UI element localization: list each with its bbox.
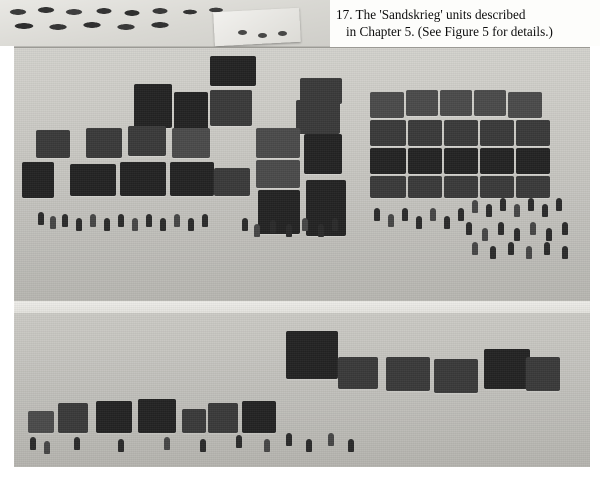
model-vehicle [480, 120, 514, 146]
model-figure [482, 228, 488, 241]
model-figure [242, 218, 248, 231]
model-figure [544, 242, 550, 255]
model-figure [530, 222, 536, 235]
model-vehicle [406, 90, 438, 116]
model-vehicle [296, 100, 340, 134]
model-figure [458, 208, 464, 221]
model-figure [76, 218, 82, 231]
model-vehicle [58, 403, 88, 433]
model-vehicle [120, 162, 166, 196]
model-vehicle [174, 92, 208, 132]
model-figure [306, 439, 312, 452]
model-figure [50, 216, 56, 229]
caption-line-2: in Chapter 5. (See Figure 5 for details.) [346, 24, 553, 39]
lower-array [14, 313, 590, 467]
model-vehicle [138, 399, 176, 433]
model-vehicle [208, 403, 238, 433]
model-vehicle [182, 409, 206, 433]
model-figure [542, 204, 548, 217]
model-figure [444, 216, 450, 229]
model-figure [90, 214, 96, 227]
model-figure [118, 439, 124, 452]
model-vehicle [256, 128, 300, 158]
model-figure [174, 214, 180, 227]
model-vehicle [516, 176, 550, 198]
model-figure [236, 435, 242, 448]
model-figure [164, 437, 170, 450]
model-vehicle [210, 90, 252, 126]
model-figure [318, 224, 324, 237]
model-figure [160, 218, 166, 231]
model-figure [332, 218, 338, 231]
model-vehicle [516, 148, 550, 174]
model-vehicle [508, 92, 542, 118]
model-figure [374, 208, 380, 221]
model-figure [146, 214, 152, 227]
model-vehicle [408, 120, 442, 146]
upper-array [14, 48, 590, 301]
model-vehicle [408, 148, 442, 174]
model-figure [38, 212, 44, 225]
model-figure [270, 220, 276, 233]
model-figure [132, 218, 138, 231]
model-figure [200, 439, 206, 452]
model-figure [508, 242, 514, 255]
model-vehicle [134, 84, 172, 128]
model-vehicle [370, 92, 404, 118]
model-figure [402, 208, 408, 221]
model-vehicle [286, 331, 338, 379]
model-figure [430, 208, 436, 221]
model-figure [472, 242, 478, 255]
model-figure [556, 198, 562, 211]
model-figure [286, 224, 292, 237]
model-figure [188, 218, 194, 231]
model-vehicle [474, 90, 506, 116]
model-vehicle [306, 180, 346, 236]
partial-photo-above [0, 0, 330, 47]
model-vehicle [258, 190, 300, 234]
model-figure [348, 439, 354, 452]
model-figure [562, 222, 568, 235]
model-figure [466, 222, 472, 235]
model-vehicle [408, 176, 442, 198]
plate-caption [336, 6, 594, 40]
model-figure [562, 246, 568, 259]
left-margin [0, 46, 14, 467]
model-figure [254, 224, 260, 237]
model-figure [118, 214, 124, 227]
model-figure [62, 214, 68, 227]
model-figure [328, 433, 334, 446]
model-figure [202, 214, 208, 227]
model-figure [546, 228, 552, 241]
model-vehicle [36, 130, 70, 158]
model-figure [490, 246, 496, 259]
blot [278, 31, 287, 36]
model-vehicle [480, 148, 514, 174]
model-vehicle [210, 56, 256, 86]
photo-divider [14, 301, 590, 313]
model-figure [388, 214, 394, 227]
model-figure [514, 204, 520, 217]
photo-card [213, 8, 301, 46]
model-figure [528, 198, 534, 211]
model-vehicle [96, 401, 132, 433]
page-bottom-margin [0, 467, 600, 480]
blot [238, 30, 247, 35]
model-vehicle [70, 164, 116, 196]
model-figure [44, 441, 50, 454]
model-vehicle [526, 357, 560, 391]
model-vehicle [484, 349, 530, 389]
model-vehicle [386, 357, 430, 391]
blot [258, 33, 267, 38]
model-vehicle [128, 126, 166, 156]
model-figure [498, 222, 504, 235]
model-vehicle [242, 401, 276, 433]
model-vehicle [480, 176, 514, 198]
model-vehicle [22, 162, 54, 198]
model-figure [30, 437, 36, 450]
model-vehicle [440, 90, 472, 116]
caption-line-1: 17. The 'Sandskrieg' units described [336, 7, 526, 22]
model-figure [302, 218, 308, 231]
model-vehicle [370, 176, 406, 198]
model-vehicle [444, 176, 478, 198]
model-figure [74, 437, 80, 450]
model-figure [264, 439, 270, 452]
model-vehicle [304, 134, 342, 174]
model-vehicle [338, 357, 378, 389]
model-figure [500, 198, 506, 211]
model-vehicle [170, 162, 214, 196]
model-figure [416, 216, 422, 229]
plate-17-photograph [14, 48, 590, 467]
model-vehicle [172, 128, 210, 158]
model-vehicle [370, 120, 406, 146]
right-margin [590, 46, 600, 467]
model-vehicle [370, 148, 406, 174]
model-vehicle [256, 160, 300, 188]
model-vehicle [28, 411, 54, 433]
model-figure [472, 200, 478, 213]
model-vehicle [434, 359, 478, 393]
model-vehicle [444, 148, 478, 174]
model-figure [526, 246, 532, 259]
model-vehicle [516, 120, 550, 146]
model-vehicle [214, 168, 250, 196]
model-figure [486, 204, 492, 217]
model-vehicle [444, 120, 478, 146]
model-figure [104, 218, 110, 231]
model-figure [286, 433, 292, 446]
model-vehicle [86, 128, 122, 158]
model-figure [514, 228, 520, 241]
